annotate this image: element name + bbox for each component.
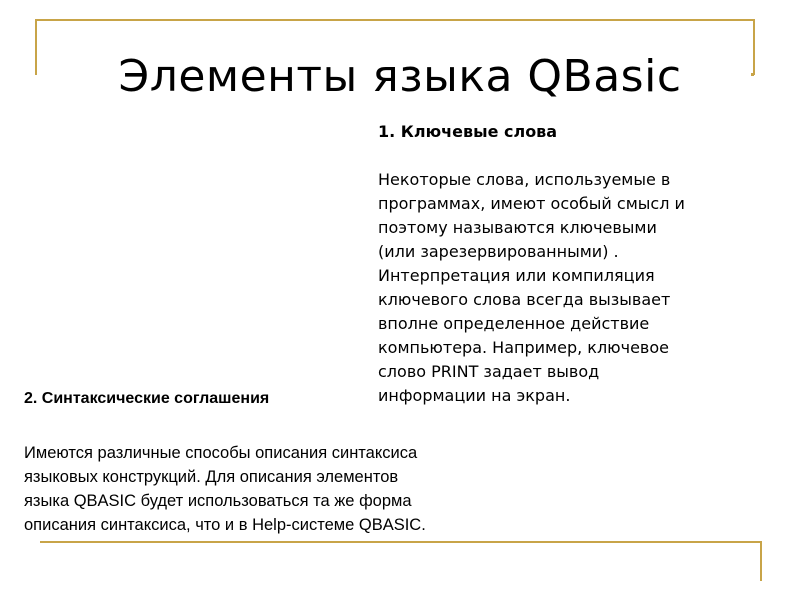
frame-line-top (35, 19, 755, 21)
body-line: языковых конструкций. Для описания элементов (24, 468, 399, 486)
body-line: поэтому называются ключевыми (378, 218, 657, 237)
body-line: языка QBASIC будет использоваться та же форма (24, 492, 412, 510)
slide-title: Элементы языка QBasic (118, 51, 682, 102)
body-line: информации на экран. (378, 386, 571, 405)
section-keywords-body (378, 168, 778, 408)
section-syntax-body (24, 441, 524, 537)
frame-line-bottom (40, 541, 762, 543)
body-line: Некоторые слова, используемые в (378, 170, 671, 189)
body-line: программах, имеют особый смысл и (378, 194, 685, 213)
frame-line-bottom-right (760, 541, 762, 581)
section-keywords-heading: 1. Ключевые слова (378, 122, 558, 141)
body-line: слово PRINT задает вывод (378, 362, 600, 381)
body-line: компьютера. Например, ключевое (378, 338, 669, 357)
body-line: (или зарезервированными) . (378, 242, 619, 261)
body-line: описания синтаксиса, что и в Help-системе QBASIC. (24, 516, 426, 534)
section-keywords (378, 120, 778, 408)
body-line: Имеются различные способы описания синтаксиса (24, 444, 418, 462)
section-syntax-heading: 2. Синтаксические соглашения (24, 390, 270, 407)
body-line: Интерпретация или компиляция (378, 266, 655, 285)
body-line: ключевого слова всегда вызывает (378, 290, 671, 309)
body-line: вполне определенное действие (378, 314, 650, 333)
